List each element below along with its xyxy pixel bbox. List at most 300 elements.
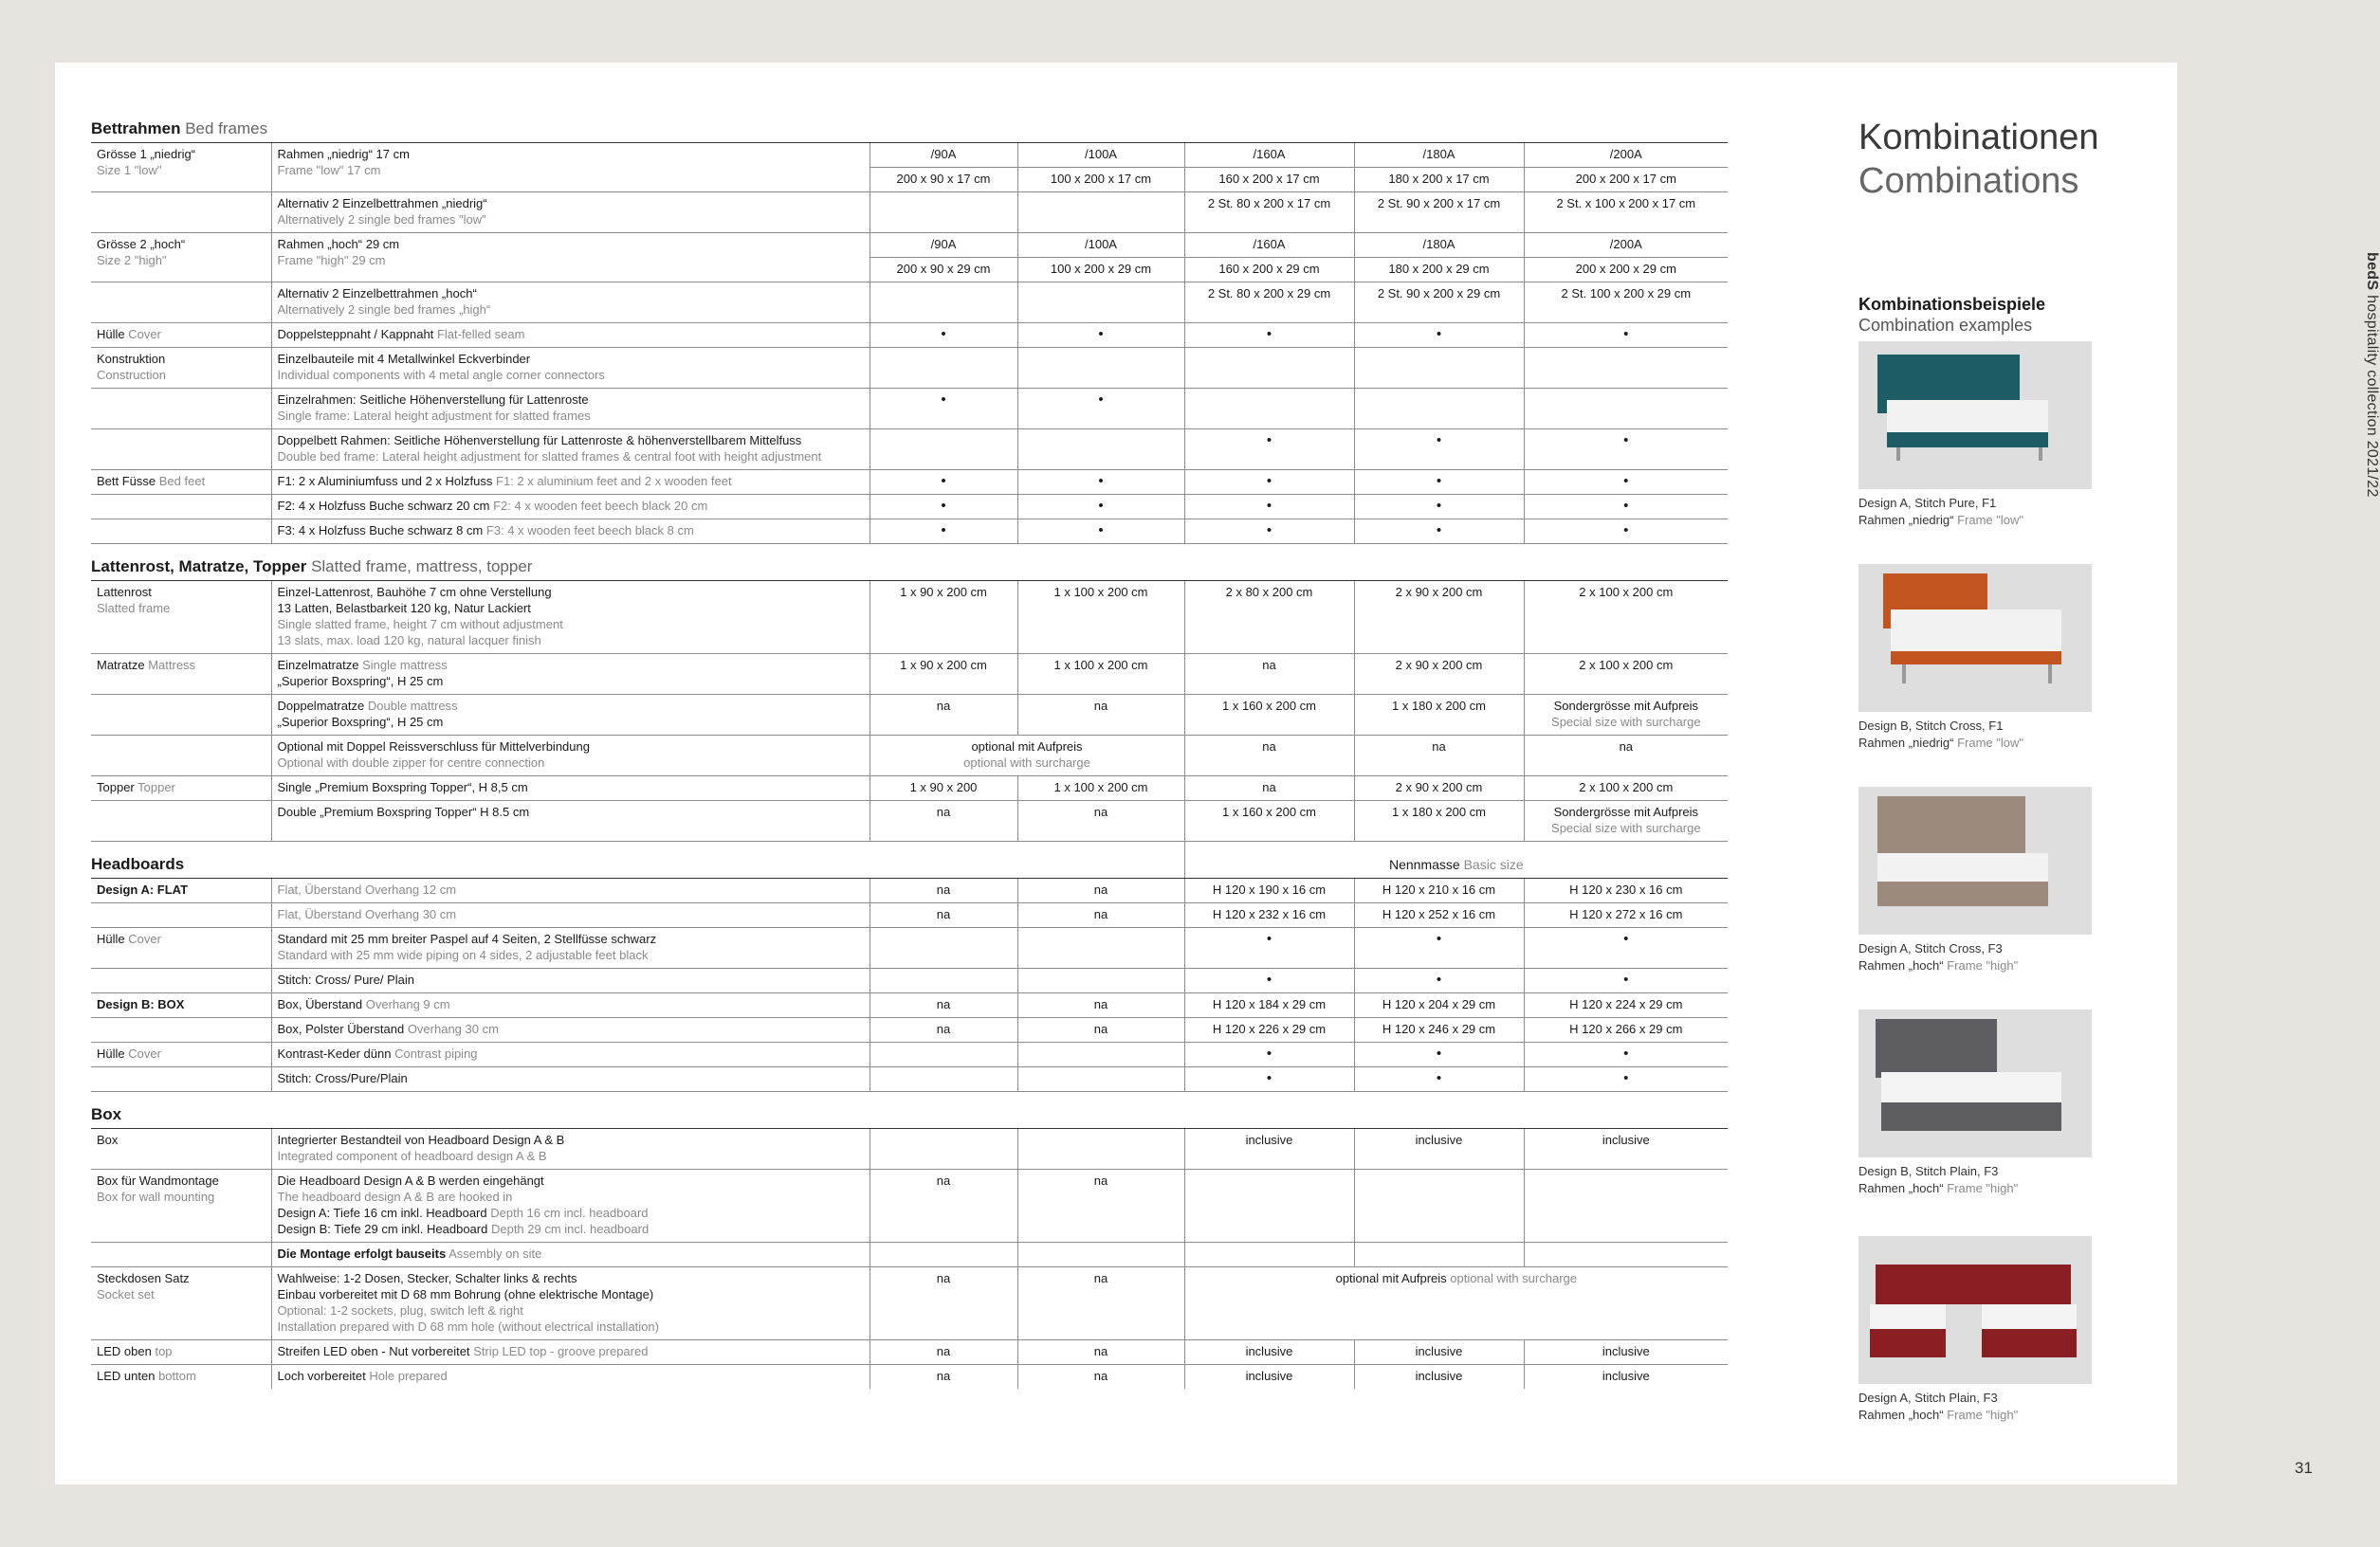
table-cell: Rahmen „hoch“ 29 cm	[277, 237, 400, 251]
table-cell: Combination examples	[1858, 316, 2033, 335]
example-1	[1858, 341, 2096, 529]
table-cell: Flat, Überstand	[277, 883, 362, 897]
table-cell: Special size with surcharge	[1551, 715, 1701, 729]
table-cell: na	[870, 695, 1017, 736]
table-cell: LED oben	[97, 1344, 152, 1358]
table-cell: na	[1017, 1267, 1184, 1340]
table-cell: Standard with 25 mm wide piping on 4 sides, 2 adjustable feet black	[277, 948, 649, 962]
table-cell: Bett Füsse	[97, 474, 156, 488]
table-cell: Overhang 30 cm	[407, 1022, 499, 1036]
table-cell: •	[1354, 429, 1524, 470]
table-cell: Single mattress	[362, 658, 448, 672]
table-cell: F2: 4 x wooden feet beech black 20 cm	[493, 499, 708, 513]
table-cell: F1: 2 x aluminium feet and 2 x wooden feet	[496, 474, 732, 488]
table-cell: •	[1184, 495, 1354, 519]
table-cell: •	[1354, 495, 1524, 519]
table-cell: 2 x 100 x 200 cm	[1524, 581, 1728, 654]
table-cell: Construction	[97, 368, 166, 382]
table-cell: H 120 x 210 x 16 cm	[1354, 879, 1524, 903]
table-cell: Design A, Stitch Plain, F3	[1858, 1391, 1998, 1405]
table-cell: 2 x 100 x 200 cm	[1524, 776, 1728, 801]
table-cell: •	[1184, 470, 1354, 495]
table-cell: inclusive	[1524, 1129, 1728, 1170]
table-cell: Hülle	[97, 327, 125, 341]
table-cell: •	[1017, 389, 1184, 429]
table-cell: Frame "high"	[1947, 1181, 2019, 1195]
table-cell: F2: 4 x Holzfuss Buche schwarz 20 cm	[277, 499, 490, 513]
table-row	[91, 1340, 1728, 1365]
bed-image	[1858, 341, 2092, 489]
table-cell: /200A	[1524, 233, 1728, 258]
table-cell: •	[1184, 323, 1354, 348]
table-cell: Bed feet	[158, 474, 206, 488]
caption	[1858, 940, 2096, 974]
table-cell: bedS	[2364, 252, 2380, 291]
table-cell: Einbau vorbereitet mit D 68 mm Bohrung (ohne elektrische Montage)	[277, 1287, 654, 1301]
table-cell: Alternativ 2 Einzelbettrahmen „niedrig“	[277, 196, 487, 210]
table-row	[91, 1067, 1728, 1092]
table-row	[91, 429, 1728, 470]
table-cell: Design B: Tiefe 29 cm inkl. Headboard	[277, 1222, 488, 1236]
table-cell: •	[1184, 1067, 1354, 1092]
table-cell: The headboard design A & B are hooked in	[277, 1190, 513, 1204]
table-cell: Frame "high"	[1947, 958, 2019, 973]
table-cell: Design A: FLAT	[91, 879, 271, 903]
table-cell: Size 1 "low"	[97, 163, 162, 177]
table-cell: H 120 x 190 x 16 cm	[1184, 879, 1354, 903]
example-5	[1858, 1236, 2096, 1424]
table-cell: Hole prepared	[369, 1369, 448, 1383]
table-cell: /100A	[1017, 233, 1184, 258]
table-cell: 160 x 200 x 29 cm	[1184, 258, 1354, 282]
bed-illustration	[1858, 1236, 2092, 1384]
table-cell: top	[155, 1344, 173, 1358]
table-cell: 200 x 90 x 29 cm	[870, 258, 1017, 282]
table-cell: na	[1524, 736, 1728, 776]
table-cell: 1 x 160 x 200 cm	[1184, 801, 1354, 842]
table-cell: Bettrahmen	[91, 119, 181, 137]
table-row	[91, 1129, 1728, 1170]
table-cell: Box for wall mounting	[97, 1190, 215, 1204]
table-cell: •	[1354, 1043, 1524, 1067]
table-cell: •	[870, 323, 1017, 348]
example-4	[1858, 1010, 2096, 1197]
table-cell: optional with surcharge	[963, 755, 1090, 770]
table-row	[91, 1267, 1728, 1340]
table-cell: Nennmasse	[1388, 857, 1460, 872]
table-cell: Doppelbett Rahmen: Seitliche Höhenverstellung für Lattenroste & höhenverstellbarem Mittelfuss	[277, 433, 802, 447]
table-cell: •	[1524, 1067, 1728, 1092]
table-cell: Loch vorbereitet	[277, 1369, 366, 1383]
table-cell: Kombinationen	[1858, 118, 2099, 157]
table-cell: •	[1354, 519, 1524, 544]
table-cell: Box, Überstand	[277, 997, 363, 1011]
table-cell: Design A, Stitch Pure, F1	[1858, 496, 1997, 510]
table-cell: •	[1524, 429, 1728, 470]
table-cell: H 120 x 252 x 16 cm	[1354, 903, 1524, 928]
table-cell: •	[1184, 1043, 1354, 1067]
table-cell: Individual components with 4 metal angle corner connectors	[277, 368, 605, 382]
table-row	[91, 470, 1728, 495]
table-cell: Grösse 2 „hoch“	[97, 237, 186, 251]
section-slatted-frame	[91, 544, 1728, 581]
table-cell: Box, Polster Überstand	[277, 1022, 405, 1036]
table-cell: /160A	[1184, 233, 1354, 258]
table-cell: Standard mit 25 mm breiter Paspel auf 4 Seiten, 2 Stellfüsse schwarz	[277, 932, 657, 946]
table-row	[91, 654, 1728, 695]
table-cell: na	[1017, 1018, 1184, 1043]
table-cell: na	[870, 1018, 1017, 1043]
table-cell: 1 x 100 x 200 cm	[1017, 581, 1184, 654]
table-cell: Stitch: Cross/ Pure/ Plain	[271, 969, 870, 993]
table-cell: Installation prepared with D 68 mm hole (without electrical installation)	[277, 1320, 659, 1334]
table-cell: 1 x 90 x 200	[870, 776, 1017, 801]
table-cell: optional mit Aufpreis	[971, 739, 1083, 754]
table-cell: na	[1354, 736, 1524, 776]
table-cell: 200 x 90 x 17 cm	[870, 168, 1017, 192]
table-cell: na	[1017, 801, 1184, 842]
example-2	[1858, 564, 2096, 752]
combinations-panel	[1858, 116, 2143, 336]
table-row	[91, 776, 1728, 801]
table-cell: 13 slats, max. load 120 kg, natural lacquer finish	[277, 633, 541, 647]
table-cell: Hülle	[97, 932, 125, 946]
table-cell: 2 St. x 100 x 200 x 17 cm	[1524, 192, 1728, 233]
table-cell: •	[1354, 969, 1524, 993]
table-row	[91, 1018, 1728, 1043]
table-cell: Design B, Stitch Plain, F3	[1858, 1164, 1999, 1178]
table-cell: Doppelmatratze	[277, 699, 365, 713]
table-cell: Frame "low"	[1957, 513, 2023, 527]
bed-image	[1858, 564, 2092, 712]
table-cell: Rahmen „niedrig“ 17 cm	[277, 147, 410, 161]
table-cell: Stitch: Cross/Pure/Plain	[271, 1067, 870, 1092]
table-cell: •	[1524, 323, 1728, 348]
table-cell: Matratze	[97, 658, 145, 672]
table-cell: „Superior Boxspring“, H 25 cm	[277, 674, 444, 688]
table-cell: Alternativ 2 Einzelbettrahmen „hoch“	[277, 286, 477, 300]
table-cell: Single frame: Lateral height adjustment for slatted frames	[277, 409, 591, 423]
table-cell: •	[1524, 470, 1728, 495]
table-cell: Single „Premium Boxspring Topper“, H 8,5 cm	[271, 776, 870, 801]
table-cell: na	[870, 1267, 1017, 1340]
table-cell: H 120 x 224 x 29 cm	[1524, 993, 1728, 1018]
caption	[1858, 1163, 2096, 1197]
table-cell: 2 x 100 x 200 cm	[1524, 654, 1728, 695]
table-cell: •	[870, 519, 1017, 544]
table-cell: Double „Premium Boxspring Topper“ H 8.5 cm	[271, 801, 870, 842]
table-cell: Slatted frame, mattress, topper	[311, 557, 533, 575]
table-cell: 2 x 90 x 200 cm	[1354, 654, 1524, 695]
table-cell: /90A	[870, 143, 1017, 168]
table-cell: Design B, Stitch Cross, F1	[1858, 719, 2004, 733]
table-cell: H 120 x 266 x 29 cm	[1524, 1018, 1728, 1043]
table-cell: Overhang 30 cm	[365, 907, 457, 921]
table-cell: H 120 x 232 x 16 cm	[1184, 903, 1354, 928]
table-cell: 200 x 200 x 29 cm	[1524, 258, 1728, 282]
table-cell: Einzelmatratze	[277, 658, 359, 672]
table-cell: 2 x 90 x 200 cm	[1354, 776, 1524, 801]
table-cell: Die Montage erfolgt bauseits	[277, 1247, 447, 1261]
table-cell: inclusive	[1184, 1340, 1354, 1365]
table-cell: Overhang 12 cm	[365, 883, 457, 897]
table-cell: Headboards	[91, 842, 1184, 879]
table-cell: Depth 29 cm incl. headboard	[490, 1222, 650, 1236]
table-row	[91, 1043, 1728, 1067]
table-cell: 2 St. 90 x 200 x 29 cm	[1354, 282, 1524, 323]
table-row	[91, 495, 1728, 519]
section-bed-frames	[91, 118, 1728, 143]
table-cell: •	[1017, 495, 1184, 519]
table-cell: Flat, Überstand	[277, 907, 362, 921]
table-cell: •	[870, 389, 1017, 429]
table-cell: na	[870, 903, 1017, 928]
table-cell: Box	[91, 1129, 271, 1170]
table-cell: inclusive	[1354, 1365, 1524, 1390]
caption	[1858, 495, 2096, 529]
table-cell: Strip LED top - groove prepared	[473, 1344, 649, 1358]
table-cell: F3: 4 x wooden feet beech black 8 cm	[485, 523, 694, 537]
table-cell: 180 x 200 x 17 cm	[1354, 168, 1524, 192]
table-row	[91, 143, 1728, 168]
table-cell: /200A	[1524, 143, 1728, 168]
table-cell: Lattenrost, Matratze, Topper	[91, 557, 307, 575]
table-row	[91, 1243, 1728, 1267]
table-cell: /100A	[1017, 143, 1184, 168]
table-cell: optional mit Aufpreis	[1335, 1271, 1447, 1285]
table-row	[91, 233, 1728, 258]
table-cell: Optional with double zipper for centre connection	[277, 755, 545, 770]
table-cell: Special size with surcharge	[1551, 821, 1701, 835]
bed-image	[1858, 1236, 2092, 1384]
table-cell: /180A	[1354, 143, 1524, 168]
table-cell: na	[1017, 993, 1184, 1018]
table-cell: •	[1524, 969, 1728, 993]
table-cell: Einzelrahmen: Seitliche Höhenverstellung für Lattenroste	[277, 392, 589, 407]
example-3	[1858, 787, 2096, 974]
table-cell: na	[1017, 1340, 1184, 1365]
table-cell: hospitality collection 2021/22	[2364, 295, 2380, 498]
table-cell: /160A	[1184, 143, 1354, 168]
table-cell: 1 x 160 x 200 cm	[1184, 695, 1354, 736]
table-cell: Single slatted frame, height 7 cm without adjustment	[277, 617, 563, 631]
table-cell: 2 St. 80 x 200 x 29 cm	[1184, 282, 1354, 323]
table-cell: Double mattress	[367, 699, 458, 713]
bed-image	[1858, 1010, 2092, 1157]
collection-label	[2363, 252, 2380, 498]
table-cell: na	[870, 1170, 1017, 1243]
table-cell: Frame "low" 17 cm	[277, 163, 381, 177]
table-cell: Rahmen „hoch“	[1858, 1181, 1944, 1195]
table-cell: H 120 x 246 x 29 cm	[1354, 1018, 1524, 1043]
table-cell: Alternatively 2 single bed frames „high“	[277, 302, 491, 317]
table-cell: Frame "high" 29 cm	[277, 253, 386, 267]
table-cell: 2 St. 100 x 200 x 29 cm	[1524, 282, 1728, 323]
table-cell: 1 x 180 x 200 cm	[1354, 695, 1524, 736]
table-cell: Frame "low"	[1957, 736, 2023, 750]
page	[55, 63, 2380, 1484]
table-cell: inclusive	[1184, 1129, 1354, 1170]
table-cell: •	[1184, 519, 1354, 544]
bed-illustration	[1858, 787, 2092, 935]
examples-heading	[1858, 294, 2143, 336]
table-cell: Optional mit Doppel Reissverschluss für Mittelverbindung	[277, 739, 590, 754]
table-row	[91, 192, 1728, 233]
table-cell: Kontrast-Keder dünn	[277, 1046, 392, 1061]
table-cell: Assembly on site	[449, 1247, 542, 1261]
table-cell: /180A	[1354, 233, 1524, 258]
table-cell: F1: 2 x Aluminiumfuss und 2 x Holzfuss	[277, 474, 493, 488]
table-cell: •	[1354, 1067, 1524, 1092]
table-cell: •	[1017, 519, 1184, 544]
table-cell: 2 St. 90 x 200 x 17 cm	[1354, 192, 1524, 233]
caption	[1858, 718, 2096, 752]
table-cell: 2 x 80 x 200 cm	[1184, 581, 1354, 654]
table-cell: H 120 x 226 x 29 cm	[1184, 1018, 1354, 1043]
table-cell: 13 Latten, Belastbarkeit 120 kg, Natur Lackiert	[277, 601, 531, 615]
table-cell: na	[1184, 654, 1354, 695]
table-cell: 180 x 200 x 29 cm	[1354, 258, 1524, 282]
table-cell: Socket set	[97, 1287, 155, 1301]
table-cell: Box	[91, 1092, 1728, 1129]
table-cell: Optional: 1-2 sockets, plug, switch left & right	[277, 1303, 523, 1318]
bed-image	[1858, 787, 2092, 935]
section-headboards	[91, 842, 1728, 879]
table-cell: na	[870, 801, 1017, 842]
table-cell: 1 x 90 x 200 cm	[870, 581, 1017, 654]
table-row	[91, 903, 1728, 928]
bed-illustration	[1858, 341, 2092, 489]
table-cell: Hülle	[97, 1046, 125, 1061]
table-cell: 160 x 200 x 17 cm	[1184, 168, 1354, 192]
table-cell: 1 x 100 x 200 cm	[1017, 654, 1184, 695]
table-row	[91, 928, 1728, 969]
table-cell: •	[1354, 323, 1524, 348]
table-cell: inclusive	[1354, 1340, 1524, 1365]
table-cell: •	[1184, 429, 1354, 470]
table-cell: •	[1524, 928, 1728, 969]
table-cell: Topper	[137, 780, 175, 794]
table-cell: Design A, Stitch Cross, F3	[1858, 941, 2003, 956]
table-cell: Einzel-Lattenrost, Bauhöhe 7 cm ohne Verstellung	[277, 585, 552, 599]
table-cell: Cover	[128, 327, 161, 341]
table-cell: 100 x 200 x 17 cm	[1017, 168, 1184, 192]
table-cell: Kombinationsbeispiele	[1858, 295, 2046, 314]
table-row	[91, 1365, 1728, 1390]
table-cell: •	[1354, 470, 1524, 495]
table-cell: •	[1017, 323, 1184, 348]
table-cell: na	[870, 1365, 1017, 1390]
table-row	[91, 323, 1728, 348]
table-cell: „Superior Boxspring“, H 25 cm	[277, 715, 444, 729]
table-cell: H 120 x 230 x 16 cm	[1524, 879, 1728, 903]
table-cell: Rahmen „niedrig“	[1858, 513, 1954, 527]
table-cell: Size 2 "high"	[97, 253, 167, 267]
table-cell: •	[1017, 470, 1184, 495]
table-cell: H 120 x 272 x 16 cm	[1524, 903, 1728, 928]
table-cell: bottom	[158, 1369, 196, 1383]
table-row	[91, 581, 1728, 654]
table-cell: Double bed frame: Lateral height adjustment for slatted frames & central foot with height adjustment	[277, 449, 822, 464]
table-cell: Sondergrösse mit Aufpreis	[1553, 699, 1699, 713]
table-cell: 2 St. 80 x 200 x 17 cm	[1184, 192, 1354, 233]
table-cell: Box für Wandmontage	[97, 1174, 219, 1188]
table-cell: •	[1524, 519, 1728, 544]
table-cell: optional with surcharge	[1450, 1271, 1577, 1285]
table-row	[91, 348, 1728, 389]
table-cell: inclusive	[1524, 1365, 1728, 1390]
table-row	[91, 969, 1728, 993]
table-cell: Design A: Tiefe 16 cm inkl. Headboard	[277, 1206, 487, 1220]
table-cell: Integrierter Bestandteil von Headboard Design A & B	[277, 1133, 565, 1147]
table-cell: na	[1017, 879, 1184, 903]
table-cell: Einzelbauteile mit 4 Metallwinkel Eckverbinder	[277, 352, 531, 366]
table-cell: •	[1184, 928, 1354, 969]
table-cell: •	[870, 495, 1017, 519]
table-row	[91, 736, 1728, 776]
table-cell: H 120 x 184 x 29 cm	[1184, 993, 1354, 1018]
table-cell: •	[1184, 969, 1354, 993]
table-row	[91, 993, 1728, 1018]
table-cell: Slatted frame	[97, 601, 171, 615]
table-cell: •	[1354, 928, 1524, 969]
table-cell: Lattenrost	[97, 585, 152, 599]
table-cell: na	[1017, 903, 1184, 928]
table-row	[91, 695, 1728, 736]
table-row	[91, 389, 1728, 429]
table-row	[91, 282, 1728, 323]
table-cell: Mattress	[148, 658, 196, 672]
table-cell: •	[1524, 1043, 1728, 1067]
table-cell: F3: 4 x Holzfuss Buche schwarz 8 cm	[277, 523, 484, 537]
table-cell: Basic size	[1463, 857, 1524, 872]
table-cell: Cover	[128, 1046, 161, 1061]
table-cell: Bed frames	[185, 119, 268, 137]
table-cell: •	[1524, 495, 1728, 519]
table-cell: Wahlweise: 1-2 Dosen, Stecker, Schalter links & rechts	[277, 1271, 577, 1285]
table-cell: Rahmen „niedrig“	[1858, 736, 1954, 750]
table-row	[91, 801, 1728, 842]
bed-illustration	[1858, 564, 2092, 712]
table-cell: inclusive	[1184, 1365, 1354, 1390]
table-cell: inclusive	[1524, 1340, 1728, 1365]
table-cell: H 120 x 204 x 29 cm	[1354, 993, 1524, 1018]
table-cell: Frame "high"	[1947, 1408, 2019, 1422]
table-cell: Design B: BOX	[91, 993, 271, 1018]
table-cell: Doppelsteppnaht / Kappnaht	[277, 327, 434, 341]
table-cell: Contrast piping	[394, 1046, 478, 1061]
table-cell: LED unten	[97, 1369, 156, 1383]
table-cell: na	[1017, 695, 1184, 736]
table-cell: Alternatively 2 single bed frames "low"	[277, 212, 486, 227]
table-cell: Die Headboard Design A & B werden eingehängt	[277, 1174, 544, 1188]
table-cell: Streifen LED oben - Nut vorbereitet	[277, 1344, 470, 1358]
table-cell: •	[870, 470, 1017, 495]
spec-table	[91, 118, 1728, 1389]
table-row	[91, 879, 1728, 903]
table-cell: inclusive	[1354, 1129, 1524, 1170]
table-cell: Sondergrösse mit Aufpreis	[1553, 805, 1699, 819]
table-cell: 1 x 100 x 200 cm	[1017, 776, 1184, 801]
table-cell: Combinations	[1858, 161, 2079, 201]
table-cell: 2 x 90 x 200 cm	[1354, 581, 1524, 654]
table-cell: 1 x 180 x 200 cm	[1354, 801, 1524, 842]
caption	[1858, 1390, 2096, 1424]
bed-illustration	[1858, 1010, 2092, 1157]
table-cell: Rahmen „hoch“	[1858, 1408, 1944, 1422]
table-cell: Depth 16 cm incl. headboard	[490, 1206, 649, 1220]
table-cell: na	[870, 879, 1017, 903]
